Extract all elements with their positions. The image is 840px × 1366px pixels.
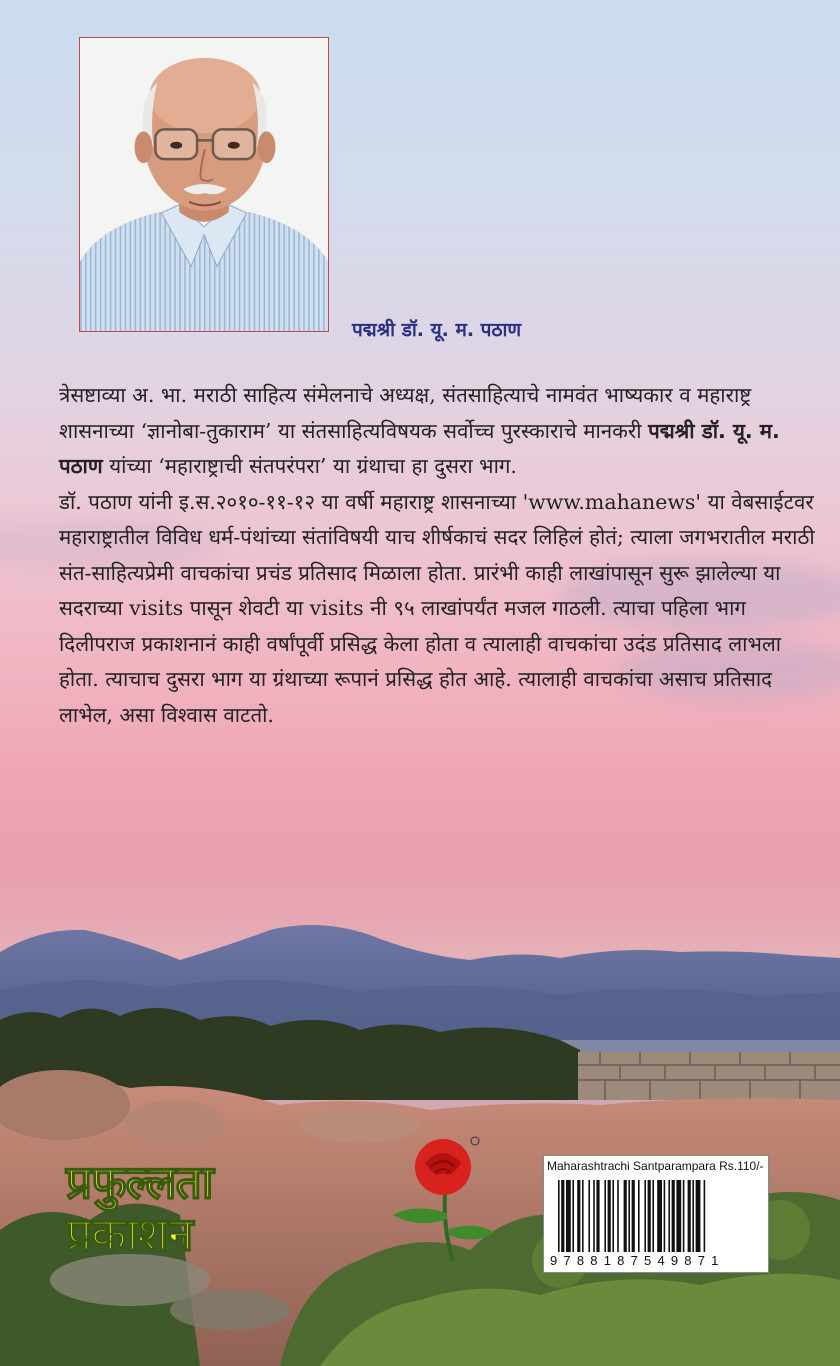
author-portrait-illustration bbox=[80, 38, 328, 331]
author-name-inline: पद्मश्री डॉ. यू. म. पठाण bbox=[59, 418, 780, 478]
isbn-barcode bbox=[543, 1155, 769, 1273]
description-paragraph-2: डॉ. पठाण यांनी इ.स.२०१०-११-१२ या वर्षी महाराष्ट्र शासनाच्या 'www.mahanews' या वेबसाईटवर महाराष्ट्रातील विविध धर्म-पंथांच्या संतांविषयी याच शीर्षकाचं सदर लिहिलं होतं; त्याला जगभरातील मराठी संत-साहित्यप्रेमी वाचकांचा प्रचंड प्रतिसाद मिळाला होता. प्रारंभी काही लाखांपासून सुरू झालेल्या या सदराच्या visits पासून शेवटी या visits नी ९५ लाखांपर्यंत मजल गाठली. त्याचा पहिला भाग दिलीपराज प्रकाशनानं काही वर्षांपूर्वी प्रसिद्ध केला होता व त्यालाही वाचकांचा उदंड प्रतिसाद लाभला होता. त्याचाच दुसरा भाग या ग्रंथाच्या रूपानं प्रसिद्ध होत आहे. त्यालाही वाचकांचा असाच प्रतिसाद लाभेल, असा विश्वास वाटतो. bbox=[59, 489, 815, 727]
description-paragraph-1 bbox=[59, 378, 819, 485]
publisher-name-line-1: प्रफुल्लता bbox=[66, 1155, 213, 1209]
barcode-bars bbox=[558, 1180, 758, 1252]
barcode-digits: 9788187549871 bbox=[550, 1253, 725, 1268]
author-photo bbox=[79, 37, 329, 332]
publisher-name-line-2: प्रकाशन bbox=[66, 1207, 193, 1261]
stone-wall bbox=[578, 1052, 840, 1100]
barcode-title: Maharashtrachi Santparampara Rs.110/- bbox=[547, 1159, 764, 1173]
book-description bbox=[59, 378, 819, 733]
description-text: यांच्या ‘महाराष्ट्राची संतपरंपरा’ या ग्रंथाचा हा दुसरा भाग. bbox=[102, 454, 517, 478]
author-name-caption: पद्मश्री डॉ. यू. म. पठाण bbox=[352, 319, 522, 341]
description-text: त्रेसष्टाव्या अ. भा. मराठी साहित्य संमेलनाचे अध्यक्ष, संतसाहित्याचे नामवंत भाष्यकार व महाराष्ट्र शासनाच्या ‘ज्ञानोबा-तुकाराम’ या संतसाहित्यविषयक सर्वोच्च पुरस्काराचे मानकरी bbox=[59, 383, 752, 443]
rose-icon bbox=[385, 1133, 500, 1263]
